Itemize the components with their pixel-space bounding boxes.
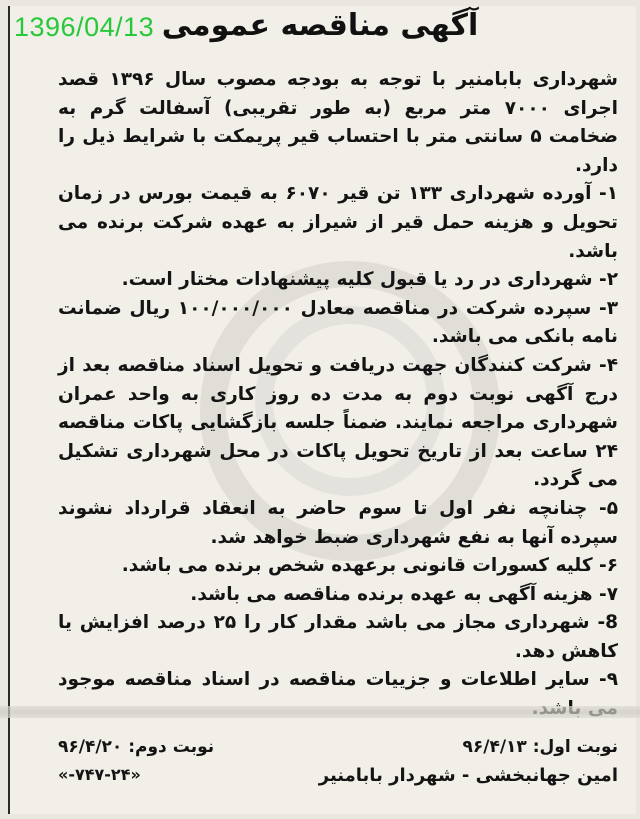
condition-9: ۹- سایر اطلاعات و جزییات مناقصه در اسناد مناقصه موجود xyxy=(58,669,618,691)
intro-paragraph: شهرداری بابامنیر با توجه به بودجه مصوب سال ۱۳۹۶ قصد اجرای ۷۰۰۰ متر مربع (به طور تقریبی) آسفالت گرم به ضخامت ۵ سانتی متر با احتساب قیر پریمکت با شرایط ذیل را دارد. xyxy=(58,69,619,176)
first-round-date: نوبت اول: ۹۶/۴/۱۳ xyxy=(462,737,618,757)
condition-6: ۶- کلیه کسورات قانونی برعهده شخص برنده می باشد. xyxy=(121,555,618,577)
paper-fold-crease xyxy=(0,706,640,718)
ad-code: «۷۴۷-۲۴-» xyxy=(58,765,141,784)
condition-4: ۴- شرکت کنندگان جهت دریافت و تحویل اسناد مناقصه بعد از درج آگهی نوبت دوم به مدت ده روز کاری به واحد عمران شهرداری مراجعه نمایند. ضمناً جلسه بازگشایی پاکات مناقصه ۲۴ ساعت بعد از تاریخ تحویل پاکات در محل شهرداری تشکیل می گردد. xyxy=(58,354,618,491)
date-stamp: 1396/04/13 xyxy=(14,12,155,42)
signature-row xyxy=(58,765,618,786)
publication-rounds xyxy=(58,737,618,757)
page-title: آگهی مناقصه عمومی xyxy=(161,8,479,43)
condition-1: ۱- آورده شهرداری ۱۳۳ تن قیر ۶۰۷۰ به قیمت بورس در زمان تحویل و هزینه حمل قیر از شیراز به عهده شرکت برنده می باشد. xyxy=(58,183,619,262)
condition-8: 8- شهرداری مجاز می باشد مقدار کار را ۲۵ درصد افزایش یا کاهش دهد. xyxy=(58,612,618,662)
condition-7: ۷- هزینه آگهی به عهده برنده مناقصه می باشد. xyxy=(190,583,618,605)
condition-2: ۲- شهرداری در رد یا قبول کلیه پیشنهادات مختار است. xyxy=(121,269,618,291)
condition-3: ۳- سپرده شرکت در مناقصه معادل ۱۰۰/۰۰۰/۰۰۰ ریال ضمانت نامه بانکی می باشد. xyxy=(58,297,618,348)
second-round-date: نوبت دوم: ۹۶/۴/۲۰ xyxy=(58,737,215,757)
notice-body xyxy=(58,66,618,724)
condition-5: ۵- چنانچه نفر اول تا سوم حاضر به انعقاد قرارداد نشوند سپرده آنها به نفع شهرداری ضبط خواهد شد. xyxy=(58,497,618,548)
signature: امین جهانبخشی - شهردار بابامنیر xyxy=(318,765,618,786)
